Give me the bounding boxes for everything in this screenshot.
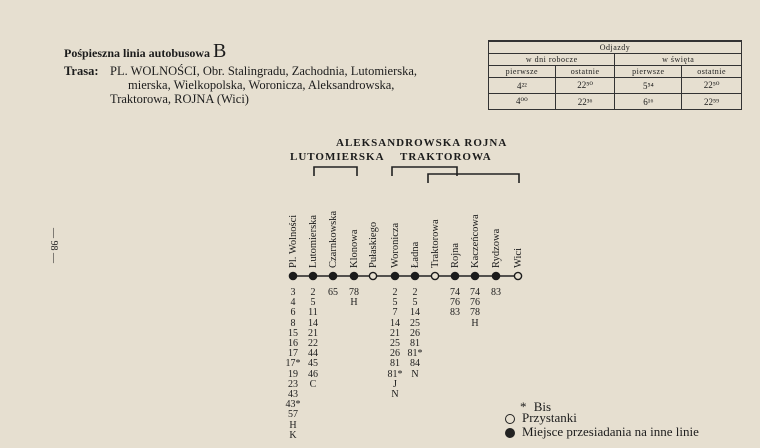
table-cell: 22³⁶ — [555, 94, 615, 110]
stop-name-label: Ładna — [410, 241, 421, 268]
transfer-line: 21 — [390, 327, 400, 339]
transfer-line: 83 — [491, 287, 501, 298]
transfer-stop-marker — [411, 272, 418, 279]
table-cell: 4²² — [489, 78, 556, 94]
table-cell: 4⁰⁰ — [489, 94, 556, 110]
transfer-line: K — [289, 429, 297, 441]
route-line: Traktorowa, ROJNA (Wici) — [110, 92, 249, 106]
transfer-line: 46 — [308, 368, 318, 380]
stop-transfer-lines — [465, 288, 485, 329]
transfer-line: 43* — [285, 399, 301, 411]
transfer-line: 81* — [407, 348, 423, 360]
transfer-line: 8 — [290, 317, 296, 329]
transfer-line: 25 — [390, 338, 400, 350]
transfer-line: 4 — [290, 297, 296, 309]
transfer-line: 57 — [288, 409, 298, 421]
stop-name-label: Wici — [513, 248, 524, 268]
stop-name-label: Rydzowa — [491, 228, 502, 268]
stop-transfer-lines — [323, 288, 343, 298]
transfer-stop-marker — [309, 272, 316, 279]
transfer-line: 26 — [390, 348, 400, 360]
stop-marker — [369, 272, 376, 279]
transfer-line: 3 — [290, 287, 296, 298]
stop-name-label: Rojna — [450, 242, 461, 268]
transfer-stop-marker — [451, 272, 458, 279]
page-number: — 98 — — [48, 228, 59, 263]
transfer-stop-marker — [350, 272, 357, 279]
table-cell: 6¹⁶ — [615, 94, 682, 110]
transfer-line: 17* — [285, 358, 301, 370]
stop-name-label: Traktorowa — [430, 219, 441, 268]
transfer-line: 83 — [450, 307, 460, 319]
transfer-line: 22 — [308, 338, 318, 350]
transfer-line: 74 — [470, 287, 480, 298]
stop-name — [367, 178, 379, 268]
stop-transfer-lines — [303, 288, 323, 390]
col-header: ostatnie — [682, 66, 742, 78]
transfer-line: 2 — [412, 287, 418, 298]
route-line: PL. WOLNOŚCI, Obr. Stalingradu, Zachodnia, Lutomierska, — [110, 64, 418, 78]
transfer-line: 76 — [450, 297, 460, 309]
stop-name — [409, 178, 421, 268]
transfer-line: 19 — [288, 368, 298, 380]
route-line: mierska, Wielkopolska, Woronicza, Aleksandrowska, — [128, 78, 395, 92]
open-circle-icon — [505, 414, 515, 424]
transfer-line: 16 — [288, 338, 298, 350]
transfer-line: 26 — [410, 327, 420, 339]
transfer-line: 6 — [290, 307, 296, 319]
stop-transfer-lines — [283, 288, 303, 441]
stop-name-label: Pl. Wolności — [288, 214, 299, 268]
transfer-line: 43 — [288, 389, 298, 401]
transfer-line: 11 — [308, 307, 318, 319]
stop-name — [307, 178, 319, 268]
stop-name-label: Klonowa — [349, 229, 360, 268]
transfer-line: 14 — [390, 317, 400, 329]
transfer-line: 5 — [412, 297, 418, 309]
transfer-line: 81 — [410, 338, 420, 350]
transfer-line: H — [289, 419, 297, 431]
col-header: ostatnie — [555, 66, 615, 78]
stop-name — [490, 178, 502, 268]
transfer-line: 5 — [392, 297, 398, 309]
bracket-lutomierska — [314, 167, 357, 176]
transfer-line: 15 — [288, 327, 298, 339]
stop-name-label: Pułaskiego — [368, 221, 379, 268]
transfer-stop-marker — [391, 272, 398, 279]
transfer-line: 81* — [387, 368, 403, 380]
transfer-line: 44 — [308, 348, 318, 360]
group-holidays: w święta — [615, 54, 742, 66]
street-header-top: ALEKSANDROWSKA ROJNA — [336, 137, 508, 149]
stop-name-label: Lutomierska — [308, 214, 319, 268]
table-cell: 22⁵⁰ — [555, 78, 615, 94]
legend-label: Bis — [533, 399, 552, 414]
transfer-line: N — [411, 368, 419, 380]
transfer-line: 74 — [450, 287, 460, 298]
stop-marker — [431, 272, 438, 279]
transfer-line: 14 — [308, 317, 318, 329]
stop-name — [348, 178, 360, 268]
transfer-line: 14 — [410, 307, 420, 319]
stop-transfer-lines — [344, 288, 364, 308]
table-cell: 22⁵⁰ — [682, 78, 742, 94]
transfer-line: 76 — [470, 297, 480, 309]
transfer-line: 25 — [410, 317, 420, 329]
table-cell: 22⁵⁹ — [682, 94, 742, 110]
transfer-stop-marker — [471, 272, 478, 279]
street-header-right: TRAKTOROWA — [400, 151, 492, 163]
stop-marker — [514, 272, 521, 279]
transfer-line: 7 — [392, 307, 398, 319]
transfer-line: N — [391, 389, 399, 401]
stop-name — [327, 178, 339, 268]
departures-title: Odjazdy — [489, 41, 742, 54]
transfer-stop-marker — [289, 272, 296, 279]
street-header-left: LUTOMIERSKA — [290, 151, 385, 163]
col-header: pierwsze — [489, 66, 556, 78]
stop-name-label: Woronicza — [390, 222, 401, 268]
line-letter: B — [213, 40, 227, 62]
line-title: Pośpieszna linia autobusowa B — [64, 40, 227, 62]
stop-name-label: Czarnkowska — [328, 210, 339, 268]
stop-name — [449, 178, 461, 268]
col-header: pierwsze — [615, 66, 682, 78]
transfer-line: 2 — [310, 287, 316, 298]
stop-name — [389, 178, 401, 268]
stop-transfer-lines — [385, 288, 405, 400]
stop-name — [469, 178, 481, 268]
transfer-line: 81 — [390, 358, 400, 370]
stop-transfer-lines — [405, 288, 425, 380]
table-cell: 5⁵⁴ — [615, 78, 682, 94]
transfer-stop-marker — [329, 272, 336, 279]
transfer-line: 65 — [328, 287, 338, 298]
legend-stop: Przystanki — [522, 410, 577, 425]
transfer-line: 21 — [308, 327, 318, 339]
legend-transfer: Miejsce przesiadania na inne linie — [522, 424, 699, 439]
transfer-line: H — [350, 297, 358, 309]
stop-name-label: Kaczeńcowa — [470, 214, 481, 268]
transfer-line: 78 — [470, 307, 480, 319]
stop-transfer-lines — [445, 288, 465, 319]
transfer-line: 2 — [392, 287, 398, 298]
transfer-line: 5 — [310, 297, 316, 309]
stop-name — [287, 178, 299, 268]
transfer-line: 23 — [288, 378, 298, 390]
transfer-line: 84 — [410, 358, 420, 370]
group-workdays: w dni robocze — [489, 54, 615, 66]
route-label: Trasa: — [64, 64, 99, 78]
transfer-line: H — [471, 317, 479, 329]
stop-transfer-lines — [486, 288, 506, 298]
legend-symbol: * — [520, 399, 527, 414]
transfer-line: 17 — [288, 348, 298, 360]
transfer-line: J — [393, 378, 397, 390]
transfer-line: C — [309, 378, 317, 390]
stop-name — [512, 178, 524, 268]
stop-name — [429, 178, 441, 268]
filled-circle-icon — [505, 428, 515, 438]
transfer-stop-marker — [492, 272, 499, 279]
transfer-line: 45 — [308, 358, 318, 370]
transfer-line: 78 — [349, 287, 359, 298]
